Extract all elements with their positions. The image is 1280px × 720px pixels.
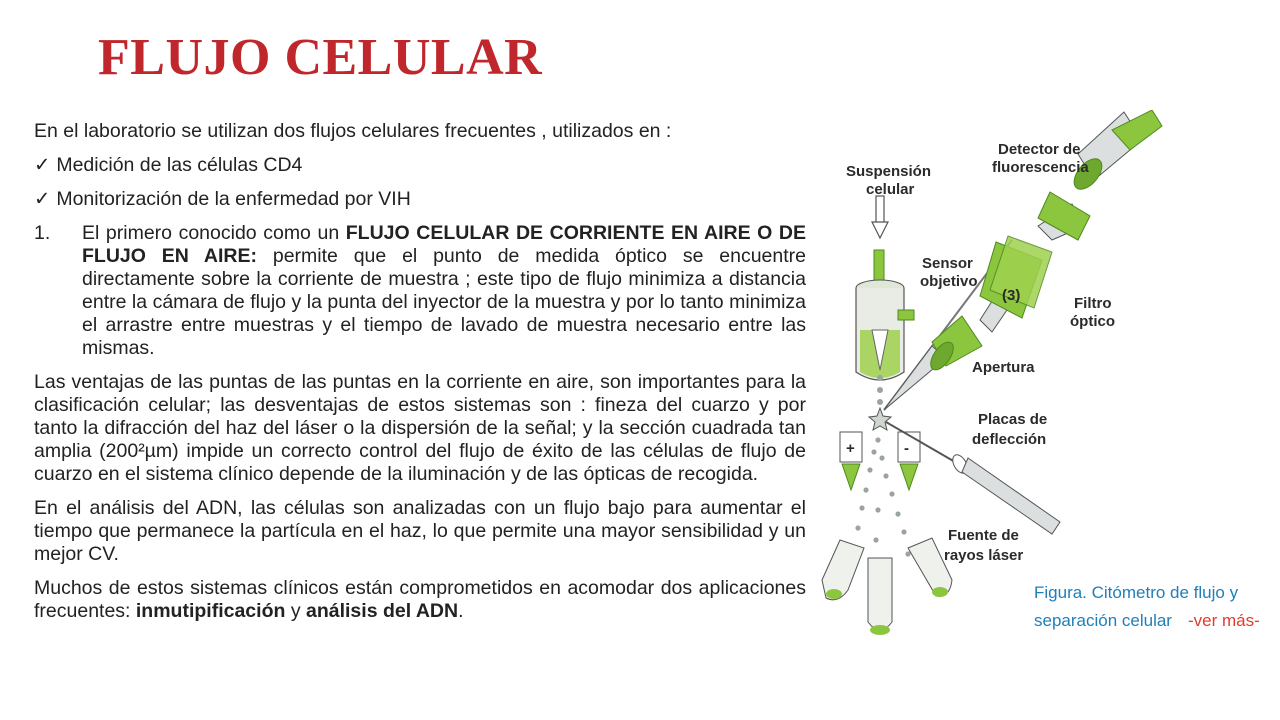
label-sensor-2: objetivo: [920, 273, 978, 290]
numbered-text-start: El primero conocido como un: [82, 222, 346, 244]
label-placas-2: deflección: [972, 431, 1047, 448]
label-sensor-1: Sensor: [922, 255, 973, 272]
flow-chamber-icon: [856, 250, 914, 380]
label-suspension-1: Suspensión: [846, 163, 932, 180]
check-icon: ✓: [34, 154, 51, 176]
bullet-item: [34, 154, 806, 177]
clinical-text-start: Muchos de estos sistemas clínicos están comprometidos en acomodar dos aplicaciones frecuentes:: [34, 577, 806, 622]
collection-tubes: [822, 538, 952, 635]
clinical-bold-1: inmutipificación: [135, 600, 286, 622]
flow-cytometer-figure: [812, 110, 1280, 670]
check-icon: ✓: [34, 188, 51, 210]
label-number-3: (3): [1002, 287, 1021, 304]
figure-caption-line1: Figura. Citómetro de flujo y: [1034, 583, 1239, 602]
dna-paragraph: En el análisis del ADN, las células son analizadas con un flujo bajo para aumentar el tiempo que permanece la partícula en el haz, lo que permite una mayor sensibilidad y un mejor CV.: [34, 497, 806, 565]
numbered-text-end: permite que el punto de medida óptico se encuentre directamente sobre la corriente de muestra ; este tipo de flujo minimiza a distancia entre la cámara de flujo y la punta del inyector de la muestra y por lo tanto minimiza el arrastre entre muestras y el tiempo de lavado de muestra necesario entre las mismas.: [82, 245, 806, 359]
numbered-text: [82, 222, 806, 360]
label-filtro-1: Filtro: [1074, 295, 1112, 312]
clinical-text-mid: y: [285, 600, 306, 622]
numbered-bold: FLUJO CELULAR DE CORRIENTE EN AIRE O DE FLUJO EN AIRE:: [82, 222, 806, 267]
label-fuente-2: rayos láser: [944, 547, 1024, 564]
label-fuente-1: Fuente de: [948, 527, 1019, 544]
page-title: FLUJO CELULAR: [98, 29, 543, 86]
suspension-arrow-icon: [872, 196, 888, 238]
content-body: [34, 120, 806, 634]
laser-point-icon: [869, 408, 891, 430]
bullet-text: Monitorización de la enfermedad por VIH: [56, 188, 411, 210]
label-detector-1: Detector de: [998, 141, 1081, 158]
numbered-item: [34, 222, 806, 360]
minus-plate-label: -: [904, 440, 909, 457]
label-placas-1: Placas de: [978, 411, 1048, 428]
clinical-paragraph: [34, 577, 806, 623]
plus-plate-label: +: [846, 440, 855, 457]
clinical-bold-2: análisis del ADN: [306, 600, 459, 622]
item-number: 1.: [34, 222, 51, 244]
intro-paragraph: En el laboratorio se utilizan dos flujos celulares frecuentes , utilizados en :: [34, 120, 672, 142]
ver-mas-link[interactable]: -ver más-: [1188, 611, 1260, 630]
figure-caption-line2: separación celular: [1034, 611, 1172, 630]
bullet-item: [34, 188, 806, 211]
label-suspension-2: celular: [866, 181, 915, 198]
bullet-text: Medición de las células CD4: [56, 154, 303, 176]
label-detector-2: fluorescencia: [992, 159, 1089, 176]
label-filtro-2: óptico: [1070, 313, 1115, 330]
clinical-text-end: .: [458, 600, 464, 622]
advantages-paragraph: Las ventajas de las puntas de las puntas en la corriente en aire, son importantes para la clasificación celular; las desventajas de estos sistemas son : fineza del cuarzo y por tanto la difracción del haz del láser o la dispersión de la señal; y la sección cuadrada tan amplia (200²µm) impide un correcto control del flujo de éxito de las células de flujo de cuarzo en el sistema clínico depende de la iluminación y de las ópticas de recogida.: [34, 371, 806, 485]
label-apertura: Apertura: [972, 359, 1035, 376]
